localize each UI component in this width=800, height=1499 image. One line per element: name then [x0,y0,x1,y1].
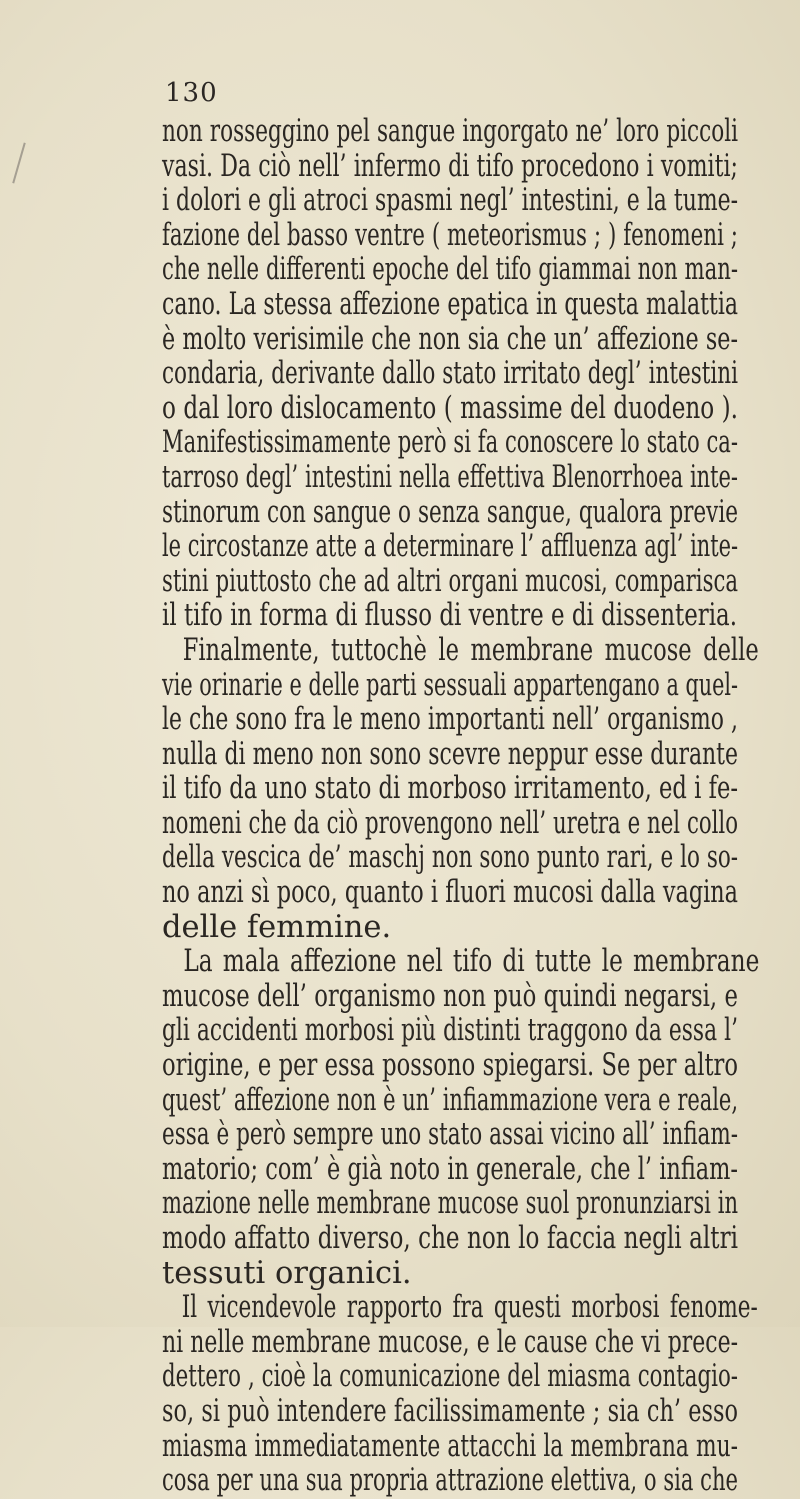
text-line: stinorum con sangue o senza sangue, qualora previe [162,494,738,530]
body-text [162,114,760,1499]
text-line: modo affatto diverso, che non lo faccia negli altri [162,1221,738,1256]
text-line: delle femmine. [162,909,392,945]
text-line: le circostanze atte a determinare l’ affluenza agl’ inte- [162,529,738,565]
text-line: mazione nelle membrane mucose suol pronunziarsi in [162,1186,738,1222]
text-line: il tifo da uno stato di morboso irritamento, ed i fe- [162,771,738,807]
text-line: Manifestissimamente però si fa conoscere lo stato ca- [162,425,738,461]
text-line: dettero , cioè la comunicazione del miasma contagio- [162,1359,738,1395]
text-line: è molto verisimile che non sia che un’ affezione se- [162,321,738,357]
text-line: tarroso degl’ intestini nella effettiva Blenorrhoea inte- [162,459,738,495]
text-line: miasma immediatamente attacchi la membrana mu- [162,1428,738,1464]
text-line: essa è però sempre uno stato assai vicino all’ infiam- [162,1117,738,1153]
text-line: gli accidenti morbosi più distinti traggono da essa l’ [162,1013,738,1049]
text-line: mucose dell’ organismo non può quindi negarsi, e [162,978,738,1014]
text-line: nulla di meno non sono scevre neppur esse durante [162,736,738,772]
text-line: non rosseggino pel sangue ingorgato ne’ loro piccoli [162,114,738,149]
text-line: nomeni che da ciò provengono nell’ uretra e nel collo [162,805,738,841]
text-line: il tifo in forma di flusso di ventre e di dissenteria. [162,598,738,634]
text-line: vie orinarie e delle parti sessuali appartengano a quel- [162,667,738,703]
text-line: stini piuttosto che ad altri organi mucosi, comparisca [162,563,738,599]
text-line: condaria, derivante dallo stato irritato degl’ intestini [162,356,738,392]
text-line: ni nelle membrane mucose, e le cause che vi prece- [162,1324,738,1360]
text-line: Finalmente, tuttochè le membrane mucose delle [182,632,759,668]
margin-pencil-mark [12,143,25,184]
text-line: cosa per una sua propria attrazione elettiva, o sia che [162,1463,738,1499]
text-line: so, si può intendere facilissimamente ; sia ch’ esso [162,1393,738,1429]
text-line: i dolori e gli atroci spasmi negl’ intestini, e la tume- [162,183,738,219]
text-line: che nelle differenti epoche del tifo giammai non man- [162,252,738,288]
text-line: quest’ affezione non è un’ infiammazione vera e reale, [162,1082,738,1118]
text-line: La mala affezione nel tifo di tutte le membrane [183,944,760,980]
text-line: della vescica de’ maschj non sono punto rari, e lo so- [162,840,738,876]
text-line: vasi. Da ciò nell’ infermo di tifo procedono i vomiti; [162,148,738,184]
text-line: no anzi sì poco, quanto i fluori mucosi dalla vagina [162,875,738,911]
text-line: matorio; com’ è già noto in generale, che l’ infiam- [162,1151,738,1187]
text-line: fazione del basso ventre ( meteorismus ; ) fenomeni ; [162,217,738,253]
text-line: le che sono fra le meno importanti nell’ organismo , [162,702,738,738]
text-line: tessuti organici. [162,1255,412,1291]
text-line: o dal loro dislocamento ( massime del duodeno ). [162,390,738,426]
text-line: origine, e per essa possono spiegarsi. Se per altro [162,1048,738,1084]
text-line: Il vicendevole rapporto fra questi morbosi fenome- [181,1290,758,1326]
page-number: 130 [165,78,218,108]
text-line: cano. La stessa affezione epatica in questa malattia [162,286,738,322]
